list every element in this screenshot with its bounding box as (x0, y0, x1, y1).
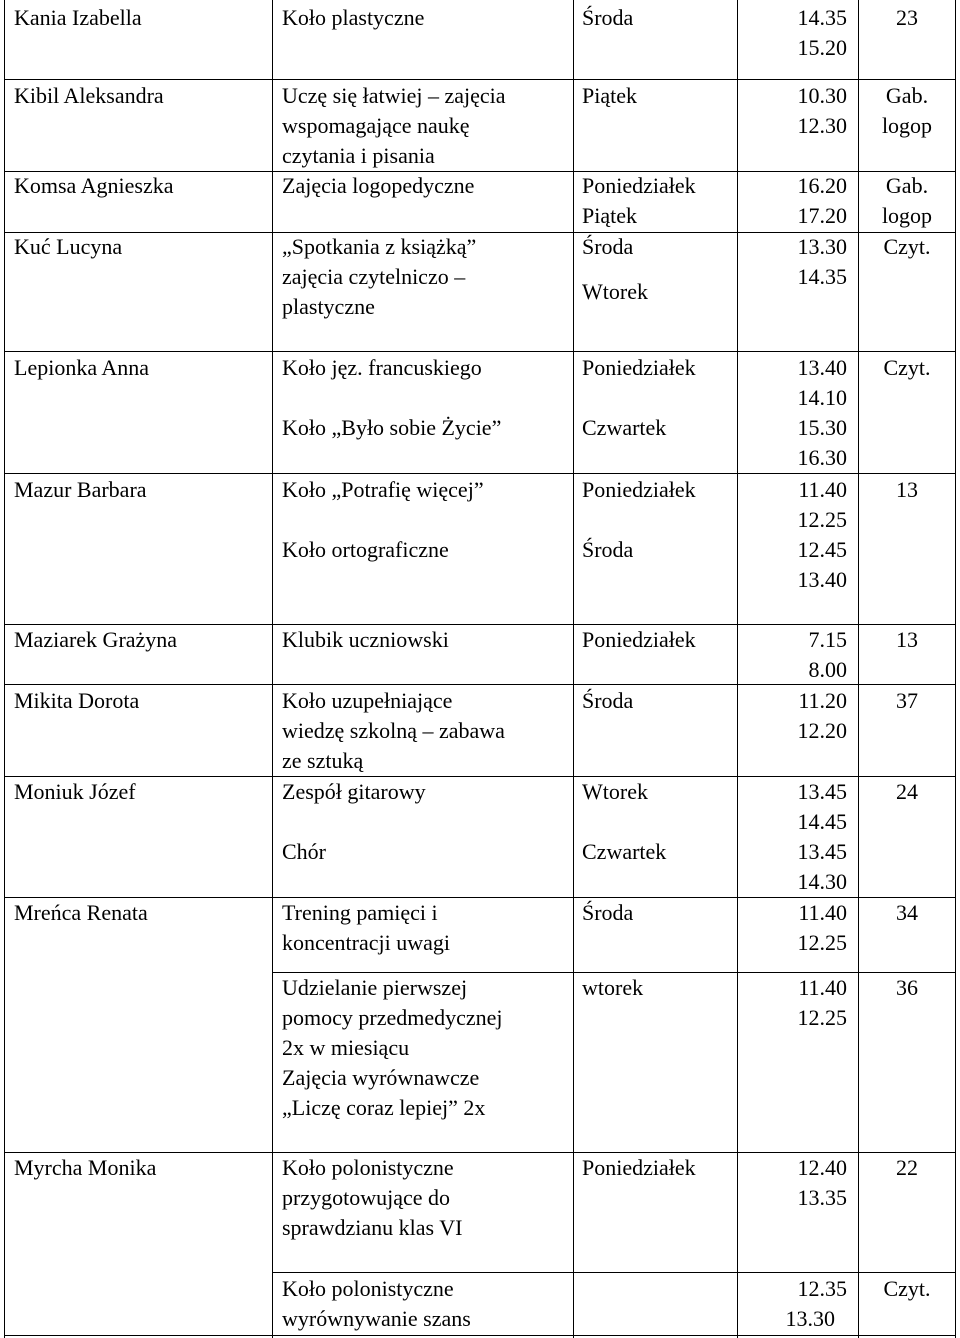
column-divider (737, 0, 738, 1338)
time-value: 14.45 (797, 809, 847, 834)
room: Czyt. (883, 1276, 931, 1301)
room: logop (881, 203, 933, 228)
day-of-week: Piątek (582, 203, 637, 228)
activity-name: „Spotkania z książką” (282, 234, 477, 259)
table-border-left (4, 0, 5, 1338)
row-divider (4, 79, 956, 80)
day-of-week: Środa (582, 5, 634, 30)
day-of-week: Piątek (582, 83, 637, 108)
room: 36 (896, 975, 918, 1000)
activity-name: wspomagające naukę (282, 113, 470, 138)
time-value: 13.45 (797, 779, 847, 804)
room: Gab. (885, 83, 929, 108)
activity-name: zajęcia czytelniczo – (282, 264, 466, 289)
time-value: 12.25 (797, 1005, 847, 1030)
time-value: 8.00 (808, 657, 847, 682)
day-of-week: Środa (582, 234, 634, 259)
day-of-week: Poniedziałek (582, 173, 696, 198)
day-of-week: Poniedziałek (582, 355, 696, 380)
time-value: 11.40 (798, 477, 847, 502)
activity-name: Koło ortograficzne (282, 537, 449, 562)
activity-name: wyrównywanie szans (282, 1306, 471, 1331)
time-value: 13.35 (797, 1185, 847, 1210)
teacher-name: Kuć Lucyna (14, 234, 123, 259)
time-value: 16.20 (797, 173, 847, 198)
activity-name: Uczę się łatwiej – zajęcia (282, 83, 506, 108)
time-value: 11.40 (798, 900, 847, 925)
room: 23 (896, 5, 918, 30)
day-of-week: Wtorek (582, 279, 648, 304)
table-border-bottom (4, 1335, 956, 1336)
time-value: 10.30 (797, 83, 847, 108)
activity-name: Zajęcia wyrównawcze (282, 1065, 480, 1090)
teacher-name: Myrcha Monika (14, 1155, 157, 1180)
table-border-right (955, 0, 956, 1338)
activity-name: wiedzę szkolną – zabawa (282, 718, 505, 743)
room: 13 (896, 477, 918, 502)
time-value: 12.45 (797, 537, 847, 562)
room: Czyt. (883, 234, 931, 259)
day-of-week: Środa (582, 688, 634, 713)
time-value: 15.20 (797, 35, 847, 60)
activity-name: Chór (282, 839, 326, 864)
day-of-week: Poniedziałek (582, 627, 696, 652)
row-divider (272, 1272, 956, 1273)
activity-name: koncentracji uwagi (282, 930, 450, 955)
activity-name: czytania i pisania (282, 143, 435, 168)
activity-name: przygotowujące do (282, 1185, 450, 1210)
column-divider (573, 0, 574, 1338)
room: 34 (896, 900, 918, 925)
time-value: 13.30 (797, 234, 847, 259)
activity-name: Klubik uczniowski (282, 627, 449, 652)
activity-name: Udzielanie pierwszej (282, 975, 468, 1000)
time-value: 13.40 (797, 567, 847, 592)
activity-name: Koło uzupełniające (282, 688, 453, 713)
time-value: 11.40 (798, 975, 847, 1000)
time-value: 14.10 (797, 385, 847, 410)
time-value: 16.30 (797, 445, 847, 470)
time-value: 12.25 (797, 930, 847, 955)
room: 37 (896, 688, 918, 713)
time-value: 12.35 (797, 1276, 847, 1301)
activity-name: plastyczne (282, 294, 375, 319)
time-value: 13.40 (797, 355, 847, 380)
teacher-name: Maziarek Grażyna (14, 627, 178, 652)
activity-name: Trening pamięci i (282, 900, 438, 925)
day-of-week: Czwartek (582, 415, 667, 440)
activity-name: Koło polonistyczne (282, 1155, 454, 1180)
teacher-name: Lepionka Anna (14, 355, 150, 380)
day-of-week: Wtorek (582, 779, 648, 804)
time-value: 12.20 (797, 718, 847, 743)
time-value: 14.35 (797, 5, 847, 30)
time-value: 17.20 (797, 203, 847, 228)
row-divider (4, 351, 956, 352)
activity-name: Koło jęz. francuskiego (282, 355, 482, 380)
activity-name: 2x w miesiącu (282, 1035, 410, 1060)
activity-name: Koło „Potrafię więcej” (282, 477, 484, 502)
teacher-name: Moniuk Józef (14, 779, 136, 804)
time-value: 12.30 (797, 113, 847, 138)
activity-name: ze sztuką (282, 748, 364, 773)
column-divider (272, 0, 273, 1338)
time-value: 7.15 (808, 627, 847, 652)
activity-name: Koło polonistyczne (282, 1276, 454, 1301)
teacher-name: Mreńca Renata (14, 900, 148, 925)
time-value: 14.30 (797, 869, 847, 894)
day-of-week: Środa (582, 900, 634, 925)
time-value: 13.45 (797, 839, 847, 864)
day-of-week: wtorek (582, 975, 644, 1000)
teacher-name: Komsa Agnieszka (14, 173, 174, 198)
teacher-name: Mazur Barbara (14, 477, 147, 502)
activity-name: Koło plastyczne (282, 5, 425, 30)
day-of-week: Poniedziałek (582, 1155, 696, 1180)
teacher-name: Kibil Aleksandra (14, 83, 164, 108)
room: Gab. (885, 173, 929, 198)
teacher-name: Mikita Dorota (14, 688, 140, 713)
room: 13 (896, 627, 918, 652)
activity-name: „Liczę coraz lepiej” 2x (282, 1095, 486, 1120)
time-value: 12.40 (797, 1155, 847, 1180)
day-of-week: Czwartek (582, 839, 667, 864)
activity-name: pomocy przedmedycznej (282, 1005, 503, 1030)
time-value: 14.35 (797, 264, 847, 289)
room: Czyt. (883, 355, 931, 380)
activity-name: Koło „Było sobie Życie” (282, 415, 502, 440)
day-of-week: Poniedziałek (582, 477, 696, 502)
time-value: 15.30 (797, 415, 847, 440)
activity-name: sprawdzianu klas VI (282, 1215, 463, 1240)
time-value: 12.25 (797, 507, 847, 532)
day-of-week: Środa (582, 537, 634, 562)
time-value: 13.30 (785, 1306, 835, 1331)
activity-name: Zespół gitarowy (282, 779, 426, 804)
time-value: 11.20 (798, 688, 847, 713)
teacher-name: Kania Izabella (14, 5, 142, 30)
room: 22 (896, 1155, 918, 1180)
row-divider (4, 473, 956, 474)
room: 24 (896, 779, 918, 804)
room: logop (881, 113, 933, 138)
activity-name: Zajęcia logopedyczne (282, 173, 475, 198)
